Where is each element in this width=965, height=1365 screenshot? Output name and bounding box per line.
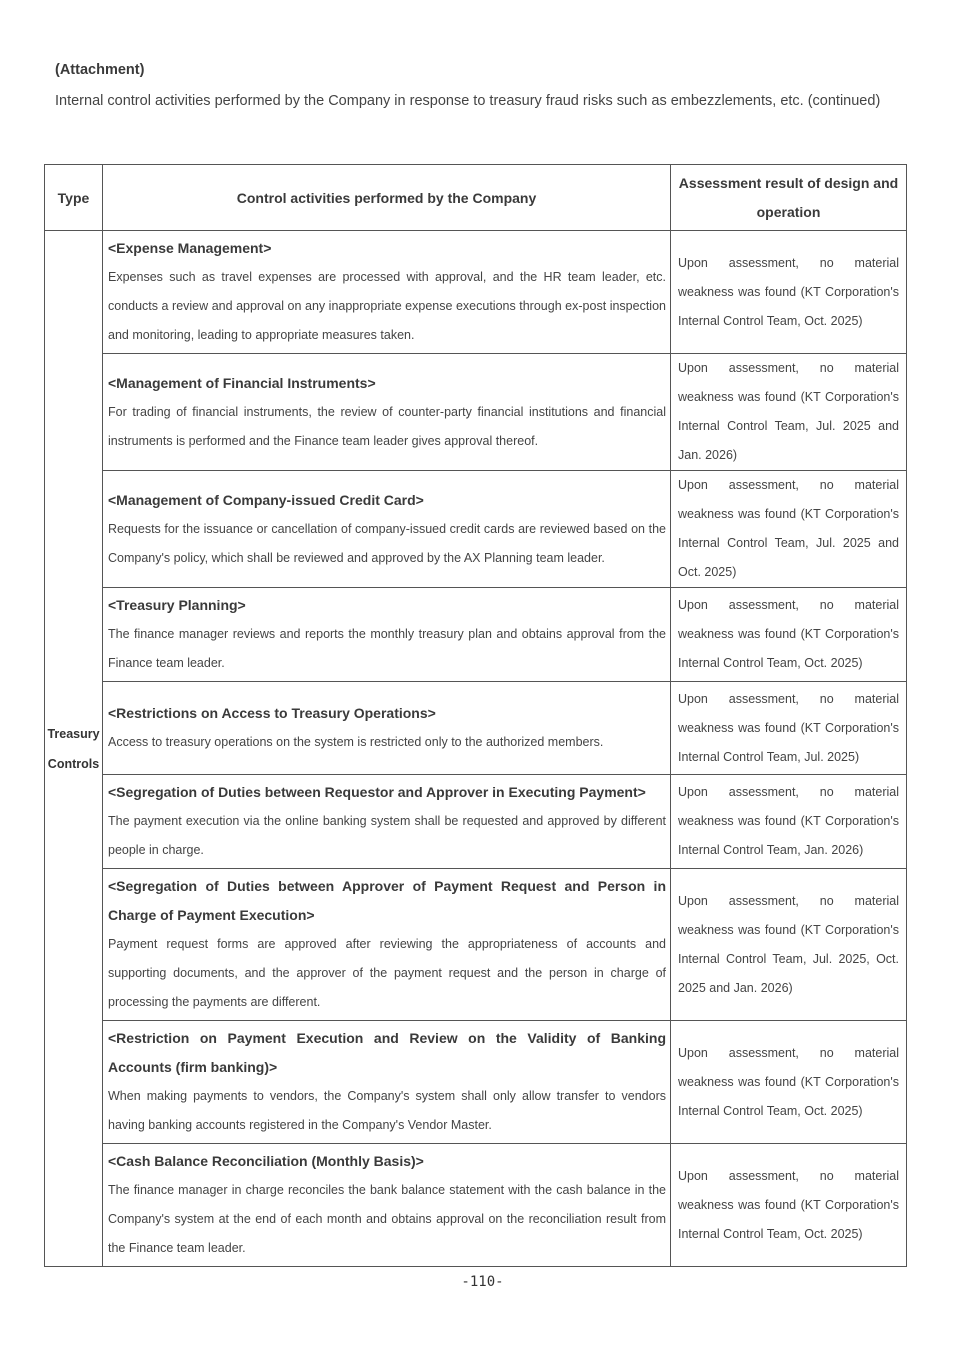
assessment-result-cell [671,1144,907,1267]
activity-description: When making payments to vendors, the Company's system shall only allow transfer to vendors having banking accounts registered in the Company's Vendor Master. [108,1089,666,1132]
activity-title: <Segregation of Duties between Approver of Payment Request and Person in Charge of Payment Execution> [108,878,666,923]
assessment-result: Upon assessment, no material weakness was found (KT Corporation's Internal Control Team, Jul. 2025 and Oct. 2025) [678,478,899,579]
control-activity-cell [103,231,671,354]
header-assessment: Assessment result of design and operation [671,165,907,231]
activity-description: Requests for the issuance or cancellation of company-issued credit cards are reviewed based on the Company's policy, which shall be reviewed and approved by the AX Planning team leader. [108,521,666,565]
table-row [45,1144,907,1267]
control-activity-cell [103,1021,671,1144]
type-cell: Treasury Controls [45,231,103,1267]
table-row [45,471,907,588]
header-type: Type [45,165,103,231]
table-row [45,1021,907,1144]
control-activity-cell [103,869,671,1021]
assessment-result: Upon assessment, no material weakness was found (KT Corporation's Internal Control Team, Jan. 2026) [678,785,899,857]
assessment-result-cell [671,682,907,775]
assessment-result: Upon assessment, no material weakness was found (KT Corporation's Internal Control Team, Oct. 2025) [678,598,899,670]
table-row [45,775,907,869]
activity-description: Access to treasury operations on the system is restricted only to the authorized members. [108,735,604,749]
assessment-result: Upon assessment, no material weakness was found (KT Corporation's Internal Control Team, Oct. 2025) [678,1168,899,1241]
assessment-result: Upon assessment, no material weakness was found (KT Corporation's Internal Control Team, Jul. 2025) [678,691,899,764]
activity-title: <Treasury Planning> [108,597,246,613]
activity-description: Payment request forms are approved after reviewing the appropriateness of accounts and supporting documents, and the approver of the payment request and the person in charge of processing the payments are different. [108,937,666,1009]
activity-title: <Expense Management> [108,240,272,256]
header-row [45,165,907,231]
intro-text: Internal control activities performed by the Company in response to treasury fraud risks such as embezzlements, etc. (continued) [55,93,881,109]
assessment-result-cell [671,869,907,1021]
assessment-result-cell [671,471,907,588]
activity-title: <Management of Financial Instruments> [108,374,376,391]
activity-description: The payment execution via the online banking system shall be requested and approved by different people in charge. [108,814,666,857]
table-row [45,231,907,354]
table-row [45,682,907,775]
activity-title: <Segregation of Duties between Requestor and Approver in Executing Payment> [108,784,646,800]
table-row [45,588,907,682]
assessment-result-cell [671,1021,907,1144]
controls-table [44,164,907,1267]
activity-description: For trading of financial instruments, the review of counter-party financial institutions and financial instruments is performed and the Finance team leader gives approval thereof. [108,404,666,448]
table-row [45,354,907,471]
activity-title: <Cash Balance Reconciliation (Monthly Basis)> [108,1153,424,1169]
activity-description: Expenses such as travel expenses are processed with approval, and the HR team leader, etc. conducts a review and approval on any inappropriate expense executions through ex-post inspection and monitoring, leading to appropriate measures taken. [108,270,666,342]
control-activity-cell [103,471,671,588]
assessment-result-cell [671,354,907,471]
assessment-result: Upon assessment, no material weakness was found (KT Corporation's Internal Control Team, Oct. 2025) [678,255,899,328]
activity-title: <Management of Company-issued Credit Card> [108,491,424,508]
control-activity-cell [103,354,671,471]
table-row [45,869,907,1021]
assessment-result: Upon assessment, no material weakness was found (KT Corporation's Internal Control Team, Jul. 2025 and Jan. 2026) [678,361,899,462]
activity-description: The finance manager in charge reconciles the bank balance statement with the cash balance in the Company's system at the end of each month and obtains approval on the reconciliation result from the Finance team leader. [108,1183,666,1255]
attachment-label: (Attachment) [55,62,145,78]
control-activity-cell [103,775,671,869]
control-activity-cell [103,588,671,682]
page-number: -110- [461,1274,504,1290]
assessment-result: Upon assessment, no material weakness was found (KT Corporation's Internal Control Team, Jul. 2025, Oct. 2025 and Jan. 2026) [678,893,899,995]
activity-title: <Restrictions on Access to Treasury Operations> [108,705,436,721]
header-activities: Control activities performed by the Company [103,165,671,231]
assessment-result-cell [671,775,907,869]
activity-description: The finance manager reviews and reports the monthly treasury plan and obtains approval from the Finance team leader. [108,627,666,670]
assessment-result-cell [671,231,907,354]
activity-title: <Restriction on Payment Execution and Review on the Validity of Banking Accounts (firm banking)> [108,1030,666,1075]
assessment-result-cell [671,588,907,682]
assessment-result: Upon assessment, no material weakness was found (KT Corporation's Internal Control Team, Oct. 2025) [678,1045,899,1118]
control-activity-cell [103,1144,671,1267]
control-activity-cell [103,682,671,775]
